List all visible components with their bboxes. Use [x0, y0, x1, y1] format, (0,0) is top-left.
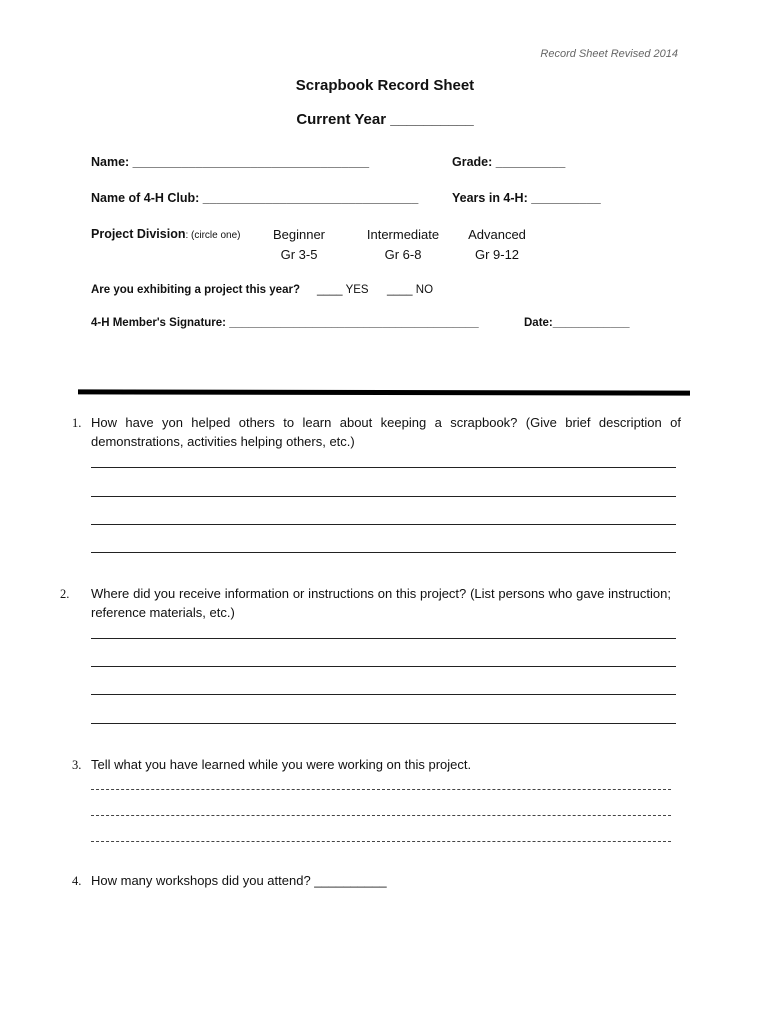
division-grades: Gr 9-12 [474, 247, 520, 262]
revision-note: Record Sheet Revised 2014 [540, 48, 678, 60]
yes-option[interactable]: ____ YES [317, 284, 369, 296]
club-field[interactable]: Name of 4-H Club: _______________________________ [91, 191, 419, 205]
division-option-beginner[interactable] [262, 225, 336, 265]
question-4-text[interactable]: How many workshops did you attend? __________ [91, 873, 387, 888]
question-number: 1. [72, 416, 82, 430]
division-grades: Gr 6-8 [384, 247, 422, 262]
answer-line[interactable] [91, 552, 676, 553]
page-title: Scrapbook Record Sheet [295, 77, 475, 94]
no-option[interactable]: ____ NO [387, 284, 434, 296]
answer-line[interactable] [91, 841, 671, 842]
answer-line[interactable] [91, 694, 676, 695]
section-divider [78, 389, 690, 395]
division-note: : (circle one) [185, 230, 241, 241]
answer-line[interactable] [91, 638, 676, 639]
years-field[interactable]: Years in 4-H: __________ [452, 191, 601, 205]
question-number: 3. [72, 758, 82, 772]
question-1-text: How have yon helped others to learn about keeping a scrapbook? (Give brief description of demonstrations, activities helping others, etc.) [91, 415, 681, 449]
division-level: Intermediate [366, 227, 440, 242]
question-number: 2. [60, 587, 70, 601]
division-grades: Gr 3-5 [280, 247, 318, 262]
grade-field[interactable]: Grade: __________ [452, 155, 566, 169]
question-number: 4. [72, 874, 82, 888]
answer-line[interactable] [91, 789, 671, 790]
answer-line[interactable] [91, 666, 676, 667]
division-option-advanced[interactable] [460, 225, 534, 265]
division-level: Beginner [272, 227, 326, 242]
current-year-field[interactable]: Current Year __________ [296, 111, 474, 128]
question-2-text: Where did you receive information or instructions on this project? (List persons who gave instruction; reference materials, etc.) [91, 586, 671, 620]
division-option-intermediate[interactable] [356, 225, 450, 265]
project-division-label [91, 227, 241, 241]
answer-line[interactable] [91, 815, 671, 816]
division-level: Advanced [468, 227, 526, 242]
date-field[interactable]: Date:____________ [524, 317, 630, 329]
answer-line[interactable] [91, 524, 676, 525]
signature-field[interactable]: 4-H Member's Signature: _______________________________________ [91, 317, 479, 329]
answer-line[interactable] [91, 467, 676, 468]
question-3-text: Tell what you have learned while you were working on this project. [91, 757, 472, 772]
name-field[interactable]: Name: __________________________________ [91, 155, 370, 169]
division-label: Project Division [91, 227, 186, 241]
answer-line[interactable] [91, 496, 676, 497]
exhibiting-question: Are you exhibiting a project this year? [91, 284, 300, 296]
answer-line[interactable] [91, 723, 676, 724]
